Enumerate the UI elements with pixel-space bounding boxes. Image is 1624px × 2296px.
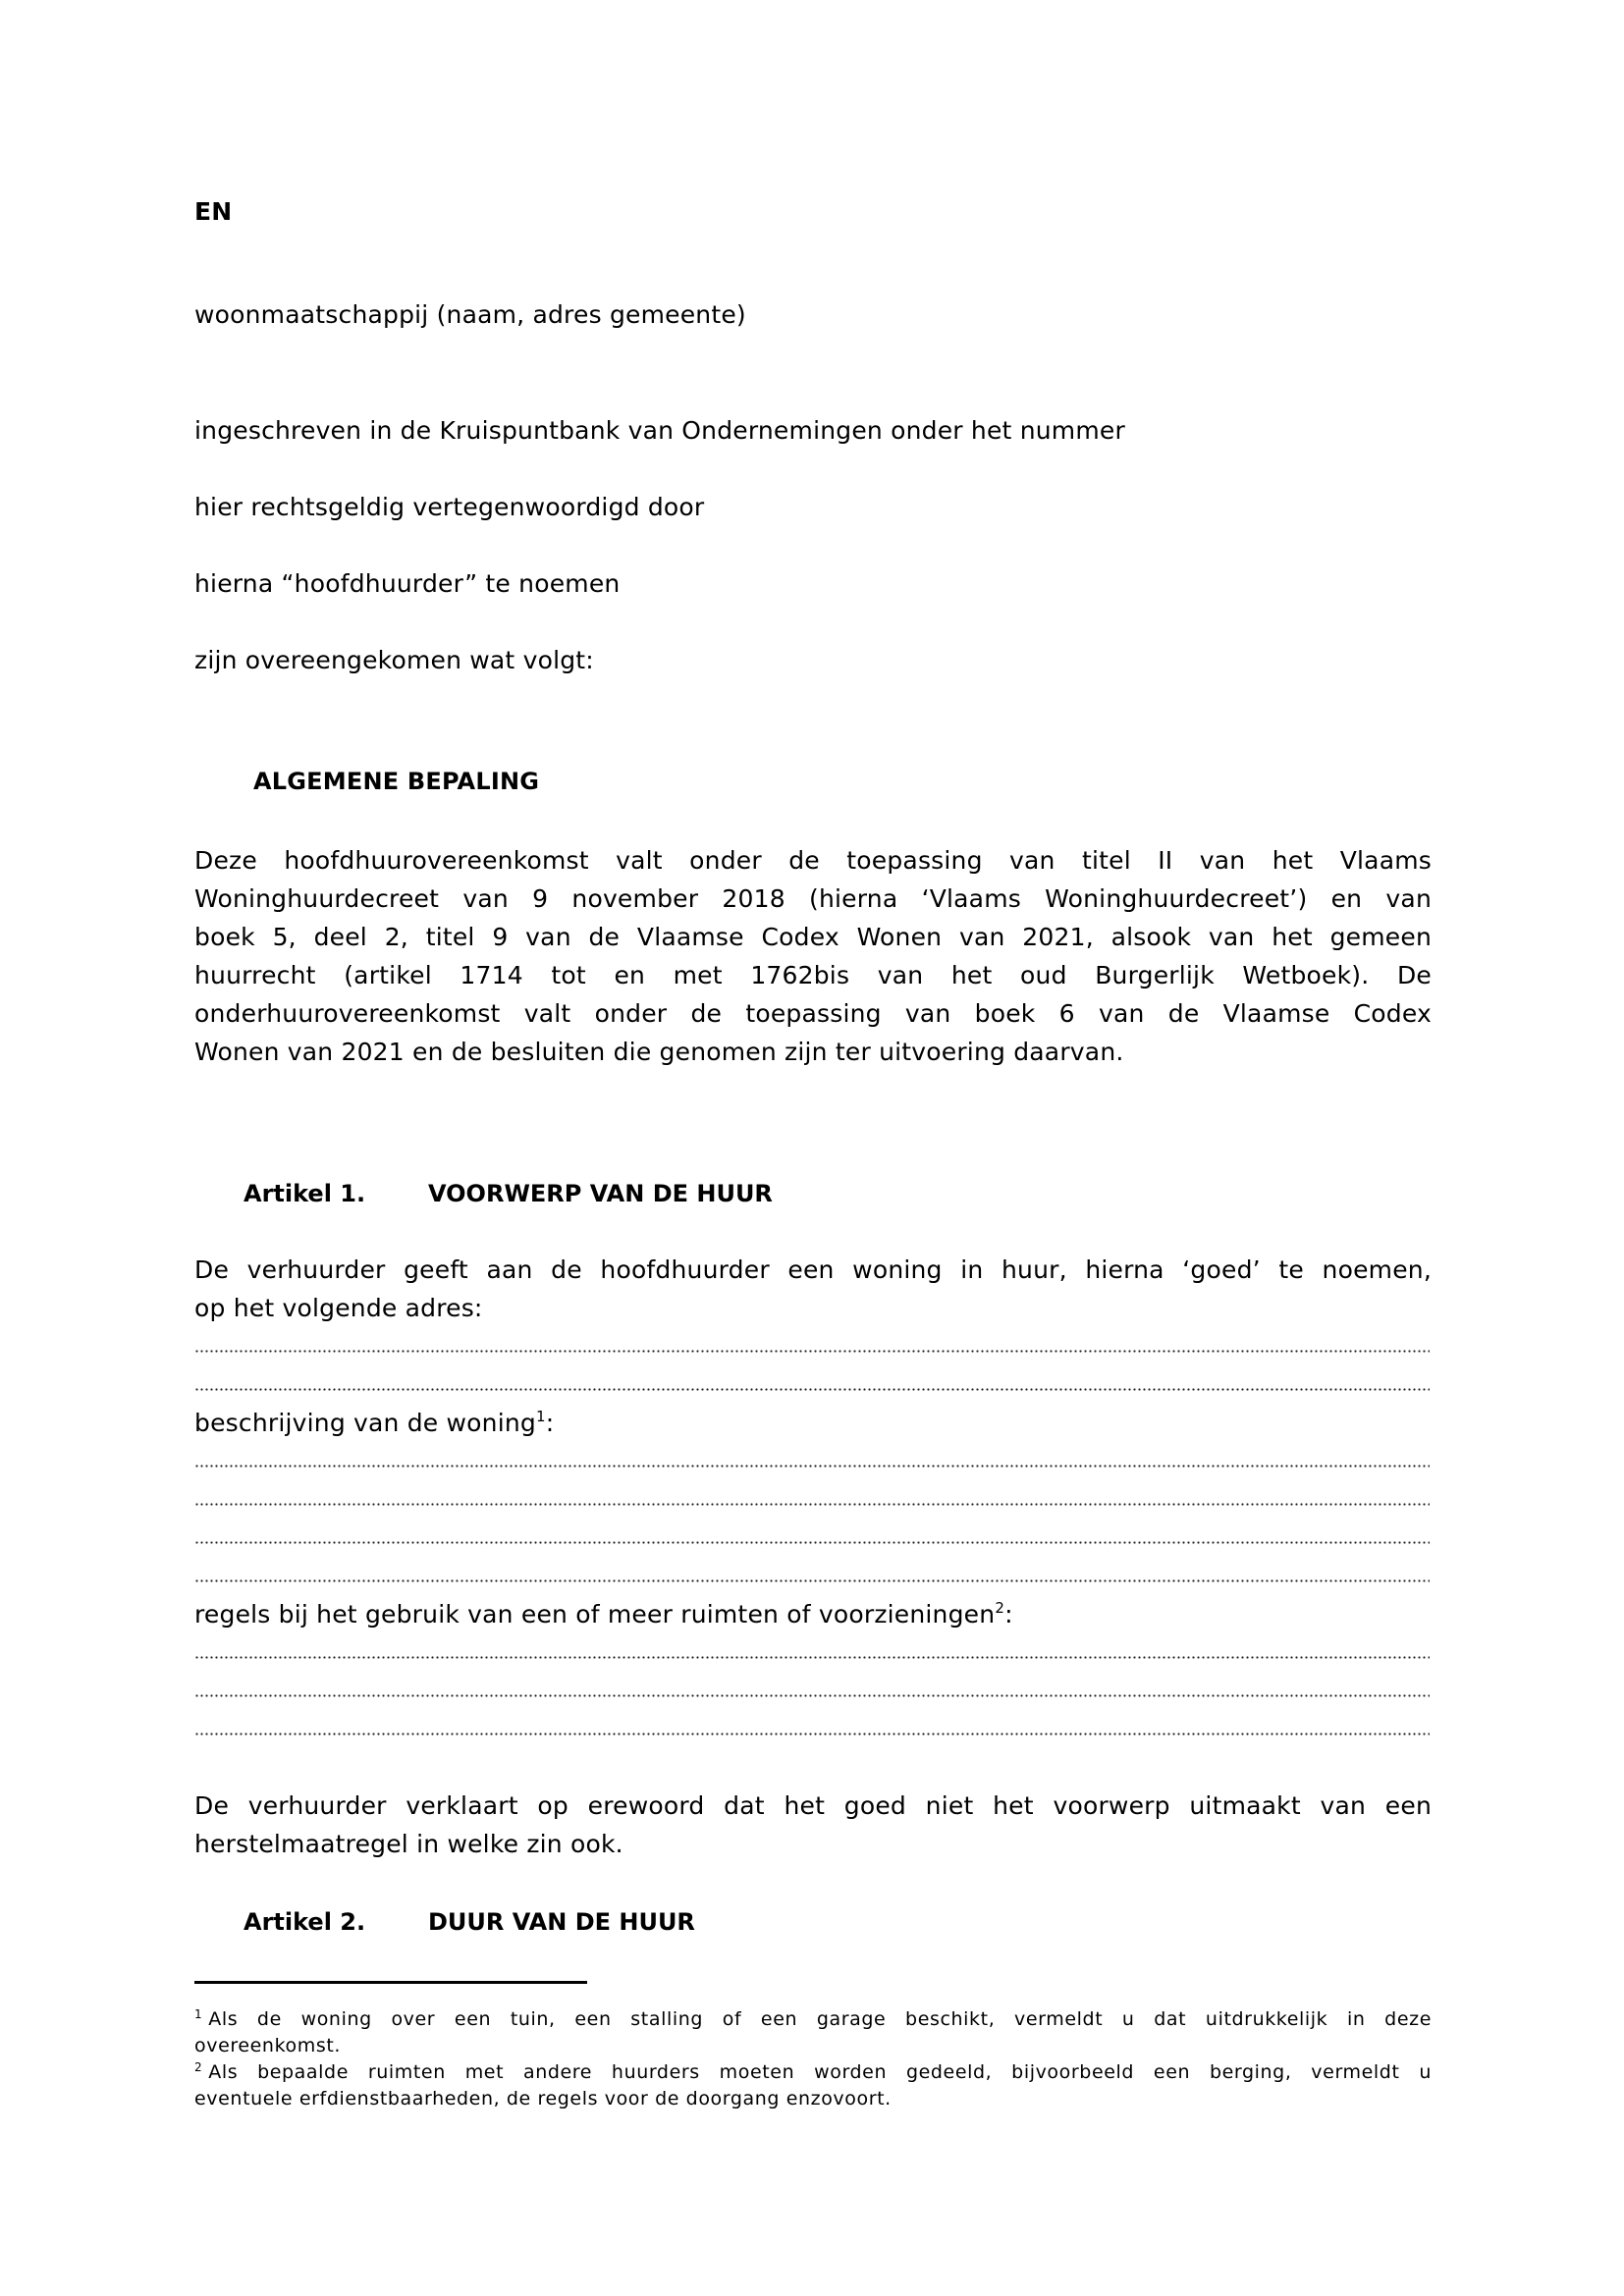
article-1-title: VOORWERP VAN DE HUUR: [428, 1180, 773, 1207]
rules-label-colon: :: [1004, 1600, 1013, 1629]
footnote-ref-2[interactable]: 2: [995, 1599, 1005, 1617]
footnote-ref-1[interactable]: 1: [536, 1408, 546, 1425]
paragraph-line: Deze hoofdhuurovereenkomst valt onder de toepassing van titel II van het Vlaams: [194, 846, 1432, 875]
rules-field-line[interactable]: [194, 1694, 1430, 1697]
footnote-2-line: eventuele erfdienstbaarheden, de regels voor de doorgang enzovoort.: [194, 2088, 892, 2109]
footnote-separator: [194, 1981, 587, 1984]
address-field-line[interactable]: [194, 1388, 1430, 1391]
description-field-line[interactable]: [194, 1541, 1430, 1544]
footnote-1-text: Als de woning over een tuin, een stalling of een garage beschikt, vermeldt u dat uitdrukkelijk in deze: [208, 2008, 1432, 2030]
declaration-line: herstelmaatregel in welke zin ook.: [194, 1830, 623, 1858]
party-name-line: woonmaatschappij (naam, adres gemeente): [194, 300, 746, 329]
footnote-1-number: 1: [194, 2007, 203, 2021]
description-field-line[interactable]: [194, 1579, 1430, 1582]
party-registration-line: ingeschreven in de Kruispuntbank van Ondernemingen onder het nummer: [194, 416, 1125, 445]
general-section-heading: ALGEMENE BEPALING: [253, 768, 540, 795]
footnote-2-text: Als bepaalde ruimten met andere huurders moeten worden gedeeld, bijvoorbeeld een berging, vermeldt u: [208, 2061, 1432, 2083]
declaration-line: De verhuurder verklaart op erewoord dat het goed niet het voorwerp uitmaakt van een: [194, 1791, 1432, 1820]
description-field-line[interactable]: [194, 1465, 1430, 1468]
footnote-2: [194, 2059, 1432, 2112]
rules-field-line[interactable]: [194, 1733, 1430, 1735]
rules-field-line[interactable]: [194, 1656, 1430, 1659]
paragraph-line: Woninghuurdecreet van 9 november 2018 (hierna ‘Vlaams Woninghuurdecreet’) en van: [194, 884, 1432, 913]
rules-label: [194, 1600, 1013, 1629]
party-connector: EN: [194, 197, 233, 226]
agreement-intro-line: zijn overeengekomen wat volgt:: [194, 646, 594, 674]
footnote-1: [194, 2006, 1432, 2059]
footnote-1-line: overeenkomst.: [194, 2035, 342, 2056]
description-label-colon: :: [545, 1409, 555, 1437]
party-representation-line: hier rechtsgeldig vertegenwoordigd door: [194, 493, 705, 521]
footnote-2-number: 2: [194, 2060, 203, 2074]
article-2-number: Artikel 2.: [244, 1908, 366, 1936]
article-1-intro-line: op het volgende adres:: [194, 1294, 483, 1322]
article-2-title: DUUR VAN DE HUUR: [428, 1908, 695, 1936]
description-label: [194, 1409, 554, 1438]
party-designation-line: hierna “hoofdhuurder” te noemen: [194, 569, 621, 598]
description-field-line[interactable]: [194, 1503, 1430, 1506]
footnote-2-line: [194, 2059, 1432, 2086]
paragraph-line: onderhuurovereenkomst valt onder de toepassing van boek 6 van de Vlaamse Codex: [194, 999, 1432, 1028]
footnote-1-line: [194, 2006, 1432, 2033]
paragraph-line: huurrecht (artikel 1714 tot en met 1762bis van het oud Burgerlijk Wetboek). De: [194, 961, 1432, 989]
address-field-line[interactable]: [194, 1350, 1430, 1353]
article-1-number: Artikel 1.: [244, 1180, 366, 1207]
rules-label-text: regels bij het gebruik van een of meer ruimten of voorzieningen: [194, 1600, 996, 1629]
paragraph-line: Wonen van 2021 en de besluiten die genomen zijn ter uitvoering daarvan.: [194, 1038, 1124, 1066]
paragraph-line: boek 5, deel 2, titel 9 van de Vlaamse Codex Wonen van 2021, alsook van het gemeen: [194, 923, 1432, 951]
description-label-text: beschrijving van de woning: [194, 1409, 536, 1437]
article-1-intro-line: De verhuurder geeft aan de hoofdhuurder een woning in huur, hierna ‘goed’ te noemen,: [194, 1255, 1432, 1284]
